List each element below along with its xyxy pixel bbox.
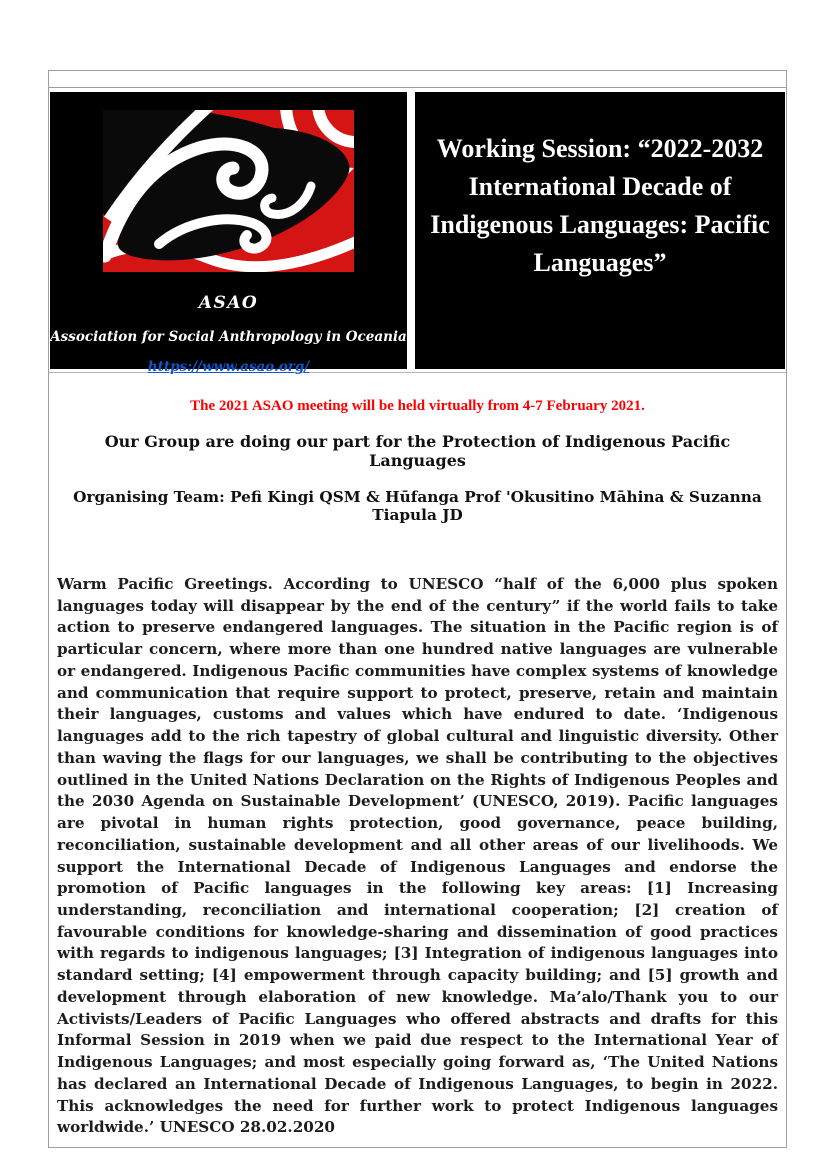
org-full-name: Association for Social Anthropology in Oceania xyxy=(50,329,407,345)
header-banner xyxy=(49,88,786,373)
meeting-announcement: The 2021 ASAO meeting will be held virtually from 4-7 February 2021. xyxy=(190,398,645,414)
document-page xyxy=(48,70,787,1148)
group-subtitle: Our Group are doing our part for the Protection of Indigenous Pacific Languages xyxy=(104,432,731,470)
organising-team-line: Organising Team: Pefi Kingi QSM & Hūfanga Prof 'Okusitino Māhina & Suzanna Tiapula JD xyxy=(73,488,762,524)
asao-koru-logo xyxy=(103,110,354,272)
org-website-link[interactable]: https://www.asao.org/ xyxy=(147,359,310,375)
org-abbreviation: ASAO xyxy=(198,293,259,313)
header-right-panel xyxy=(415,92,785,369)
header-left-panel xyxy=(50,92,407,375)
body-paragraph: Warm Pacific Greetings. According to UNESCO “half of the 6,000 plus spoken languages today will disappear by the end of the century” if the world fails to take action to preserve endangered languages. The situation in the Pacific region is of particular concern, where more than one hundred native languages are vulnerable or endangered. Indigenous Pacific communities have complex systems of knowledge and communication that require support to protect, preserve, retain and maintain their languages, customs and values which have endured to date. ‘Indigenous languages add to the rich tapestry of global cultural and linguistic diversity. Other than waving the flags for our languages, we shall be contributing to the objectives outlined in the United Nations Declaration on the Rights of Indigenous Peoples and the 2030 Agenda on Sustainable Development’ (UNESCO, 2019). Pacific languages are pivotal in human rights protection, good governance, peace building, reconciliation, sustainable development and all other areas of our livelihoods. We support the International Decade of Indigenous Languages and endorse the promotion of Pacific languages in the following key areas: [1] Increasing understanding, reconciliation and international cooperation; [2] creation of favourable conditions for knowledge-sharing and dissemination of good practices with regards to indigenous languages; [3] Integration of indigenous languages into standard setting; [4] empowerment through capacity building; and [5] growth and development through elaboration of new knowledge. Ma’alo/Thank you to our Activists/Leaders of Pacific Languages who offered abstracts and drafts for this Informal Session in 2019 when we paid due respect to the International Year of Indigenous Languages; and most especially going forward as, ‘The United Nations has declared an International Decade of Indigenous Languages, to begin in 2022. This acknowledges the need for further work to protect Indigenous languages worldwide.’ UNESCO 28.02.2020 xyxy=(57,575,778,1137)
top-empty-row xyxy=(49,71,786,88)
page-content xyxy=(49,398,786,1147)
session-title: Working Session: “2022-2032 International Decade of Indigenous Languages: Pacific Languages” xyxy=(430,134,770,277)
